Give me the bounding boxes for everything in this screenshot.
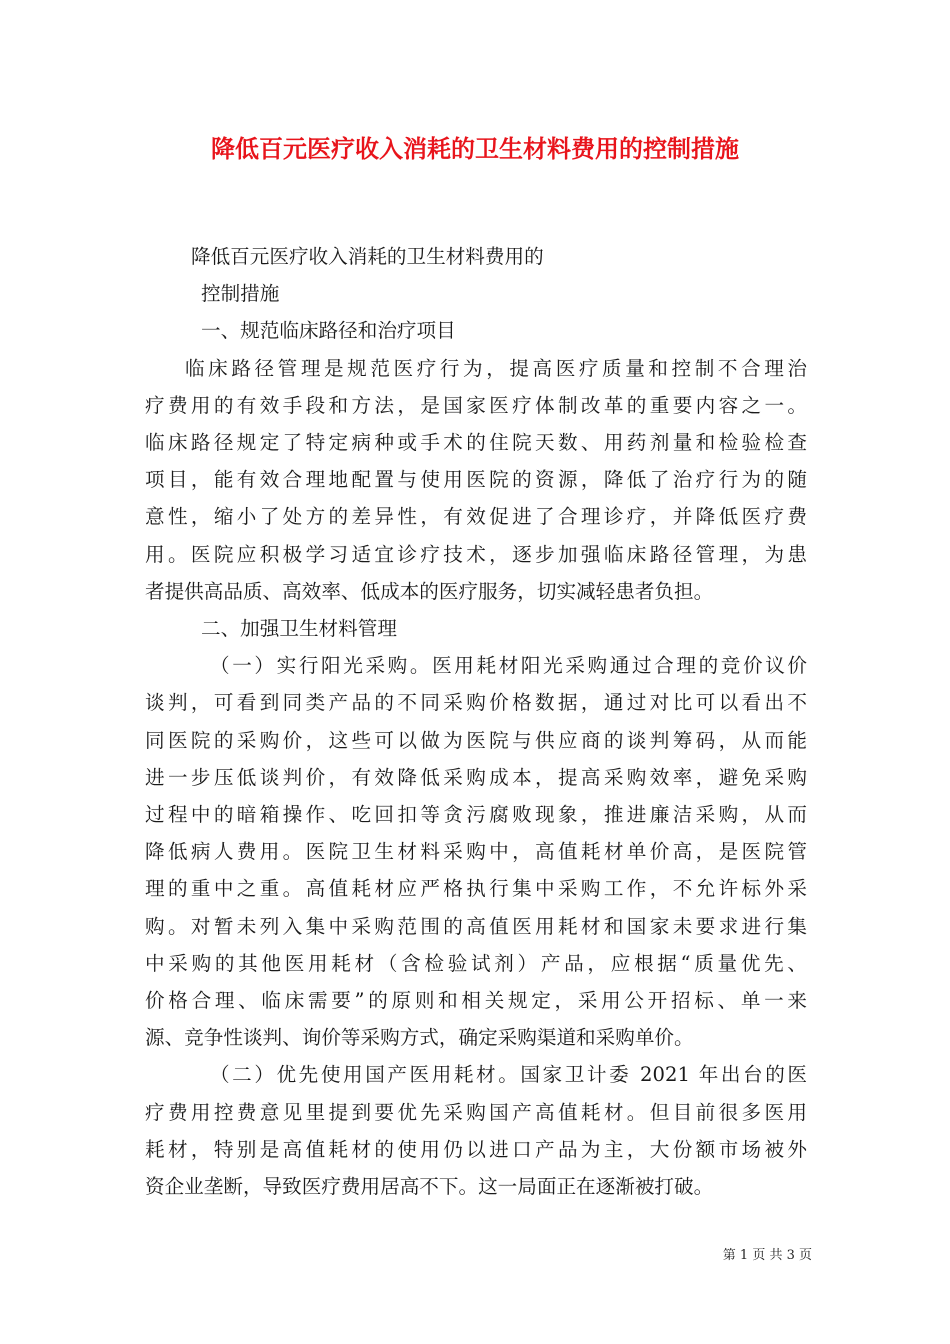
paragraph-line: 理的重中之重。高值耗材应严格执行集中采购工作，不允许标外采 xyxy=(145,877,807,901)
paragraph-line: 意性，缩小了处方的差异性，有效促进了合理诊疗，并降低医疗费 xyxy=(145,505,807,529)
paragraph-line: 疗费用的有效手段和方法，是国家医疗体制改革的重要内容之一。 xyxy=(145,393,807,417)
document-body xyxy=(145,238,807,1205)
paragraph-line: 临床路径规定了特定病种或手术的住院天数、用药剂量和检验检查 xyxy=(145,431,807,455)
paragraph-line: 中采购的其他医用耗材（含检验试剂）产品，应根据“质量优先、 xyxy=(145,951,807,975)
paragraph-line: 进一步压低谈判价，有效降低采购成本，提高采购效率，避免采购 xyxy=(145,765,807,789)
paragraph-line: （一）实行阳光采购。医用耗材阳光采购通过合理的竞价议价 xyxy=(210,654,807,678)
paragraph-line: 价格合理、临床需要”的原则和相关规定，采用公开招标、单一来 xyxy=(145,989,807,1013)
paragraph-line: 同医院的采购价，这些可以做为医院与供应商的谈判筹码，从而能 xyxy=(145,728,807,752)
paragraph xyxy=(145,1056,807,1205)
paragraph-line: 者提供高品质、高效率、低成本的医疗服务，切实减轻患者负担。 xyxy=(145,579,714,603)
paragraph-line: 疗费用控费意见里提到要优先采购国产高值耗材。但目前很多医用 xyxy=(145,1100,807,1124)
paragraph-line: （二）优先使用国产医用耗材。国家卫计委 2021 年出台的医 xyxy=(210,1063,807,1087)
section-heading xyxy=(145,610,807,647)
paragraph xyxy=(145,647,807,1056)
paragraph-line: 资企业垄断，导致医疗费用居高不下。这一局面正在逐渐被打破。 xyxy=(145,1175,714,1199)
paragraph-line: 源、竞争性谈判、询价等采购方式，确定采购渠道和采购单价。 xyxy=(145,1026,694,1050)
heading-text: 一、规范临床路径和治疗项目 xyxy=(201,319,456,343)
paragraph-line: 项目，能有效合理地配置与使用医院的资源，降低了治疗行为的随 xyxy=(145,468,807,492)
page-number: 第 1 页 共 3 页 xyxy=(722,1248,812,1263)
paragraph-line: 耗材，特别是高值耗材的使用仍以进口产品为主，大份额市场被外 xyxy=(145,1137,807,1161)
paragraph-line: 降低病人费用。医院卫生材料采购中，高值耗材单价高，是医院管 xyxy=(145,840,807,864)
paragraph-line: 过程中的暗箱操作、吃回扣等贪污腐败现象，推进廉洁采购，从而 xyxy=(145,803,807,827)
heading-text: 二、加强卫生材料管理 xyxy=(201,617,397,641)
paragraph xyxy=(145,350,807,610)
subtitle-line: 降低百元医疗收入消耗的卫生材料费用的 xyxy=(191,245,544,268)
paragraph-line: 用。医院应积极学习适宜诊疗技术，逐步加强临床路径管理，为患 xyxy=(145,542,807,566)
subtitle-line: 控制措施 xyxy=(201,282,280,306)
paragraph-line: 谈判，可看到同类产品的不同采购价格数据，通过对比可以看出不 xyxy=(145,691,807,715)
paragraph-line: 购。对暂未列入集中采购范围的高值医用耗材和国家未要求进行集 xyxy=(145,914,807,938)
section-heading xyxy=(145,312,807,349)
page-title: 降低百元医疗收入消耗的卫生材料费用的控制措施 xyxy=(211,134,739,163)
subtitle xyxy=(145,238,807,312)
paragraph-line: 临床路径管理是规范医疗行为，提高医疗质量和控制不合理治 xyxy=(185,356,807,380)
